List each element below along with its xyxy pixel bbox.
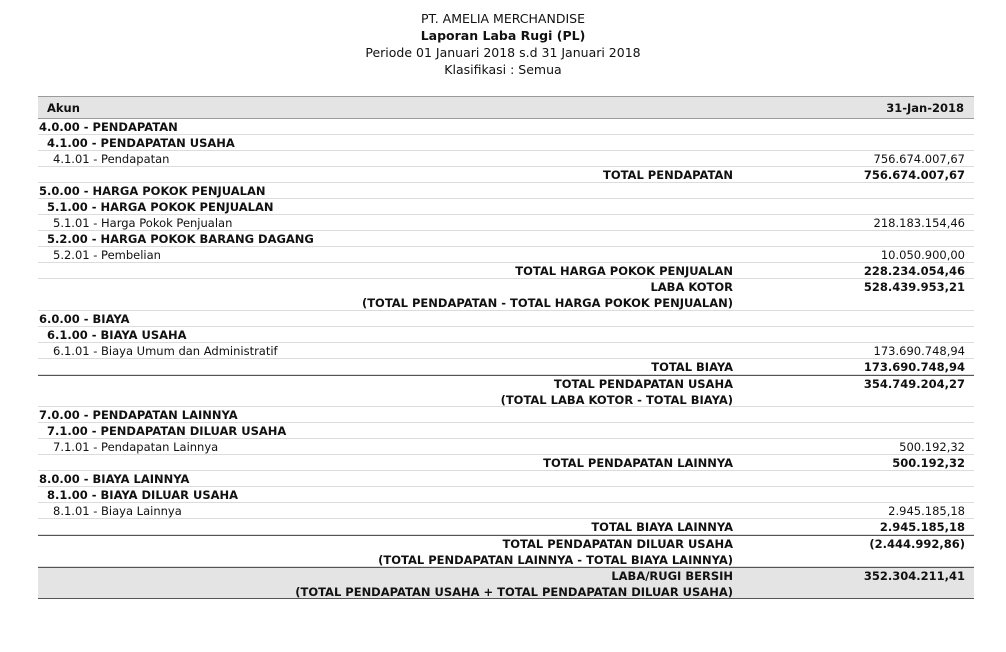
subtotal-row	[38, 279, 974, 311]
subtotal-value: (2.444.992,86)	[869, 537, 965, 551]
report-header	[0, 10, 1006, 78]
total-row	[38, 359, 974, 375]
account-value: 10.050.900,00	[880, 248, 965, 262]
column-date: 31-Jan-2018	[886, 100, 964, 115]
subtotal-label	[501, 376, 733, 408]
subtotal-row	[38, 375, 974, 407]
total-value: 2.945.185,18	[879, 520, 965, 534]
subtotal-label	[378, 536, 733, 568]
report-title: Laporan Laba Rugi (PL)	[420, 28, 586, 43]
account-value: 2.945.185,18	[888, 504, 965, 518]
account-label: 6.1.01 - Biaya Umum dan Administratif	[53, 344, 278, 358]
account-label: 7.0.00 - PENDAPATAN LAINNYA	[39, 408, 238, 422]
account-row	[38, 151, 974, 167]
total-label: TOTAL BIAYA LAINNYA	[591, 520, 733, 534]
total-value: 500.192,32	[892, 456, 965, 470]
subgroup-row	[38, 135, 974, 151]
account-label: 5.2.00 - HARGA POKOK BARANG DAGANG	[47, 232, 314, 246]
account-value: 500.192,32	[899, 440, 965, 454]
subtotal-value: 354.749.204,27	[863, 377, 965, 391]
net-profit-value: 352.304.211,41	[863, 569, 965, 583]
subgroup-row	[38, 423, 974, 439]
subgroup-row	[38, 327, 974, 343]
account-row	[38, 215, 974, 231]
account-label: 6.0.00 - BIAYA	[39, 312, 130, 326]
account-label: 4.0.00 - PENDAPATAN	[39, 120, 178, 134]
group-row	[38, 119, 974, 135]
account-row	[38, 439, 974, 455]
net-profit-title: LABA/RUGI BERSIH	[611, 569, 733, 583]
account-label: 8.1.01 - Biaya Lainnya	[53, 504, 182, 518]
account-label: 7.1.01 - Pendapatan Lainnya	[53, 440, 219, 454]
total-label: TOTAL PENDAPATAN	[602, 168, 733, 182]
group-row	[38, 311, 974, 327]
account-label: 4.1.01 - Pendapatan	[53, 152, 170, 166]
account-label: 5.1.00 - HARGA POKOK PENJUALAN	[47, 200, 274, 214]
group-row	[38, 183, 974, 199]
company-name: PT. AMELIA MERCHANDISE	[421, 11, 585, 26]
total-label: TOTAL BIAYA	[651, 360, 733, 374]
subtotal-title: TOTAL PENDAPATAN USAHA	[553, 377, 733, 391]
subgroup-row	[38, 487, 974, 503]
account-label: 6.1.00 - BIAYA USAHA	[47, 328, 187, 342]
group-row	[38, 407, 974, 423]
account-row	[38, 503, 974, 519]
report-classification: Klasifikasi : Semua	[444, 62, 562, 77]
group-row	[38, 471, 974, 487]
subtotal-title: LABA KOTOR	[650, 280, 733, 294]
net-profit-label	[295, 568, 733, 600]
total-row	[38, 455, 974, 471]
net-profit-formula: (TOTAL PENDAPATAN USAHA + TOTAL PENDAPATAN DILUAR USAHA)	[295, 585, 733, 599]
account-label: 8.1.00 - BIAYA DILUAR USAHA	[47, 488, 239, 502]
account-row	[38, 247, 974, 263]
subtotal-formula: (TOTAL PENDAPATAN LAINNYA - TOTAL BIAYA LAINNYA)	[378, 553, 733, 567]
account-row	[38, 343, 974, 359]
subtotal-title: TOTAL PENDAPATAN DILUAR USAHA	[502, 537, 733, 551]
account-value: 218.183.154,46	[873, 216, 965, 230]
total-row	[38, 167, 974, 183]
total-row	[38, 519, 974, 535]
account-label: 5.1.01 - Harga Pokok Penjualan	[53, 216, 233, 230]
account-value: 173.690.748,94	[873, 344, 965, 358]
subtotal-formula: (TOTAL PENDAPATAN - TOTAL HARGA POKOK PENJUALAN)	[361, 296, 733, 310]
total-value: 173.690.748,94	[863, 360, 965, 374]
account-label: 8.0.00 - BIAYA LAINNYA	[39, 472, 190, 486]
subgroup-row	[38, 199, 974, 215]
total-row	[38, 263, 974, 279]
table-header	[38, 96, 974, 119]
subtotal-row	[38, 535, 974, 567]
report-period: Periode 01 Januari 2018 s.d 31 Januari 2018	[365, 45, 641, 60]
account-label: 5.0.00 - HARGA POKOK PENJUALAN	[39, 184, 266, 198]
profit-loss-table	[38, 96, 974, 599]
subtotal-label	[362, 279, 733, 311]
net-profit-row	[38, 567, 974, 599]
subgroup-row	[38, 231, 974, 247]
subtotal-formula: (TOTAL LABA KOTOR - TOTAL BIAYA)	[500, 393, 733, 407]
total-value: 756.674.007,67	[863, 168, 965, 182]
account-label: 7.1.00 - PENDAPATAN DILUAR USAHA	[47, 424, 287, 438]
account-value: 756.674.007,67	[873, 152, 965, 166]
total-value: 228.234.054,46	[863, 264, 965, 278]
account-label: 5.2.01 - Pembelian	[53, 248, 161, 262]
account-label: 4.1.00 - PENDAPATAN USAHA	[47, 136, 235, 150]
subtotal-value: 528.439.953,21	[863, 280, 965, 294]
total-label: TOTAL PENDAPATAN LAINNYA	[543, 456, 733, 470]
total-label: TOTAL HARGA POKOK PENJUALAN	[515, 264, 733, 278]
column-account: Akun	[47, 100, 80, 115]
